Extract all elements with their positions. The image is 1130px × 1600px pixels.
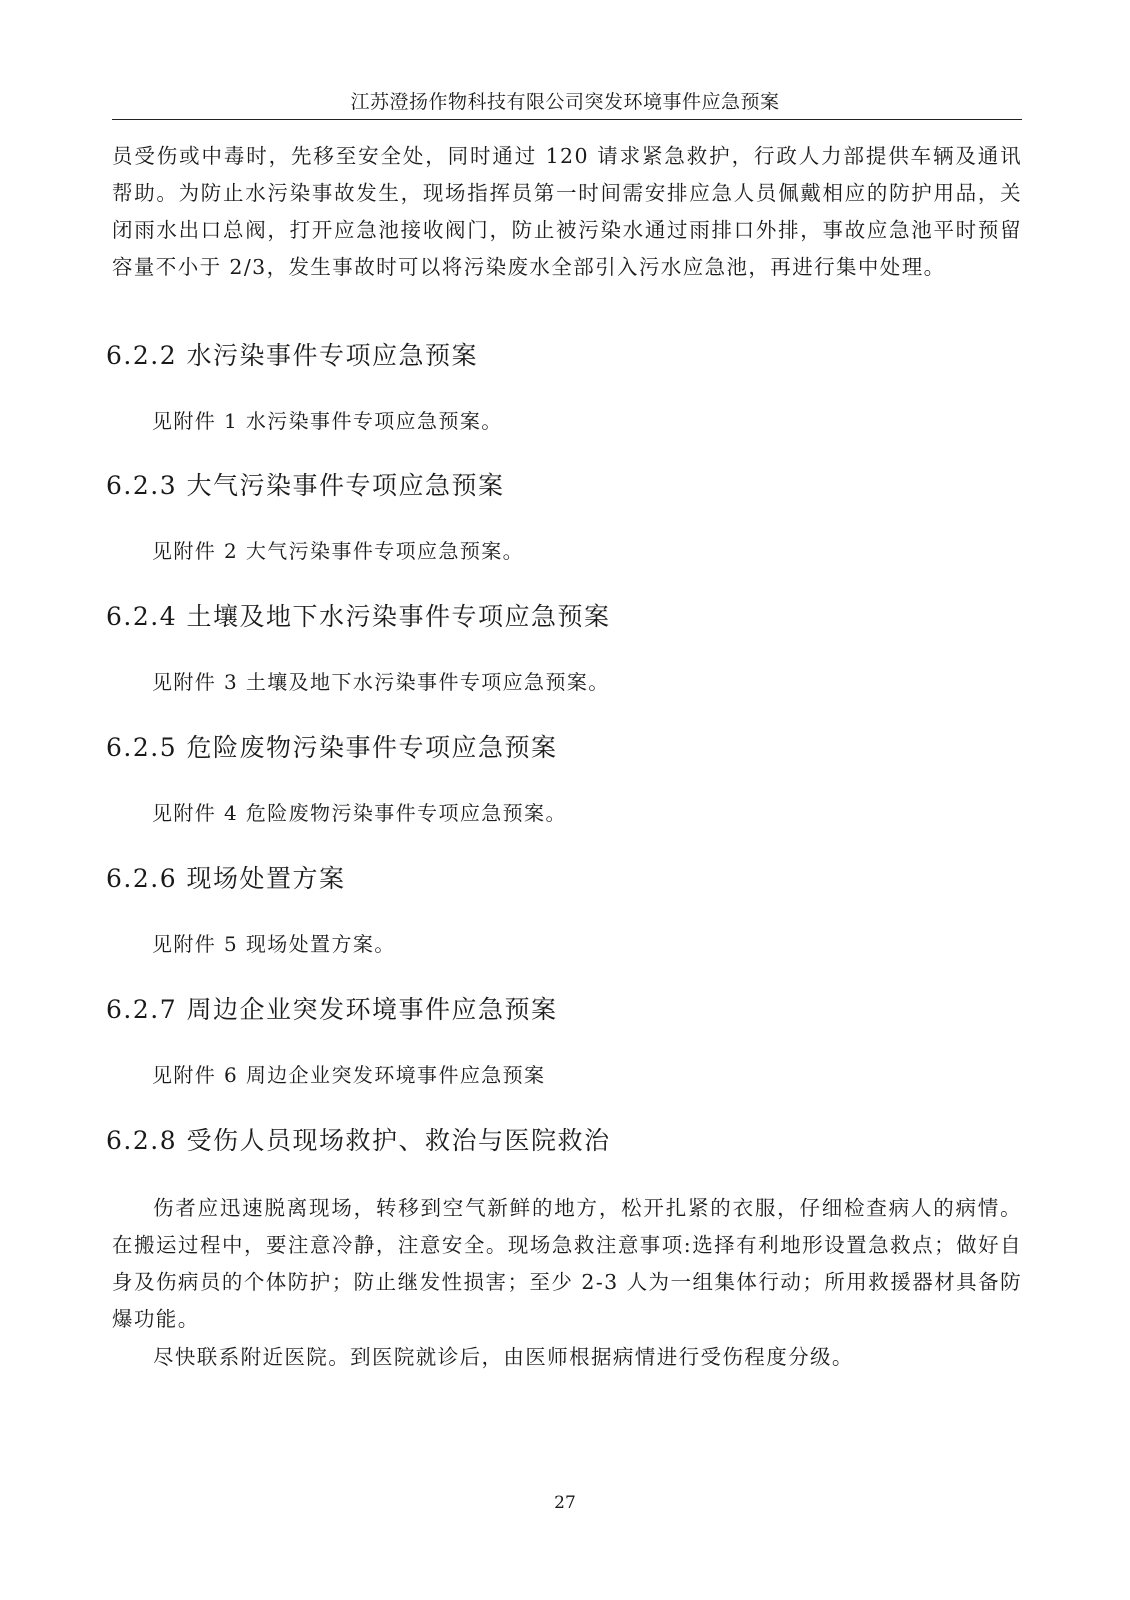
section-body-6-2-7: 见附件 6 周边企业突发环境事件应急预案 — [152, 1063, 546, 1087]
section-body-6-2-4: 见附件 3 土壤及地下水污染事件专项应急预案。 — [152, 670, 610, 694]
section-body-6-2-3: 见附件 2 大气污染事件专项应急预案。 — [152, 539, 525, 563]
intro-paragraph: 员受伤或中毒时，先移至安全处，同时通过 120 请求紧急救护，行政人力部提供车辆及通讯帮助。为防止水污染事故发生，现场指挥员第一时间需安排应急人员佩戴相应的防护用品，关闭雨水出口总阀，打开应急池接收阀门，防止被污染水通过雨排口外排，事故应急池平时预留容量不小于 2/3，发生事故时可以将污染废水全部引入污水应急池，再进行集中处理。 — [112, 144, 1022, 279]
section-heading-6-2-6: 6.2.6 现场处置方案 — [106, 864, 346, 893]
section-heading-6-2-2: 6.2.2 水污染事件专项应急预案 — [106, 341, 479, 370]
page-number: 27 — [554, 1493, 576, 1513]
section-body-6-2-5: 见附件 4 危险废物污染事件专项应急预案。 — [152, 801, 567, 825]
section-heading-6-2-4: 6.2.4 土壤及地下水污染事件专项应急预案 — [106, 602, 611, 631]
section-heading-6-2-8: 6.2.8 受伤人员现场救护、救治与医院救治 — [106, 1126, 611, 1155]
document-header-title: 江苏澄扬作物科技有限公司突发环境事件应急预案 — [350, 91, 780, 113]
section-body-6-2-2: 见附件 1 水污染事件专项应急预案。 — [152, 409, 503, 433]
section-heading-6-2-3: 6.2.3 大气污染事件专项应急预案 — [106, 471, 505, 500]
header-divider — [112, 119, 1022, 120]
rescue-paragraph: 伤者应迅速脱离现场，转移到空气新鲜的地方，松开扎紧的衣服，仔细检查病人的病情。在搬运过程中，要注意冷静，注意安全。现场急救注意事项:选择有利地形设置急救点；做好自身及伤病员的个体防护；防止继发性损害；至少 2-3 人为一组集体行动；所用救援器材具备防爆功能。 — [112, 1196, 1022, 1331]
hospital-paragraph: 尽快联系附近医院。到医院就诊后，由医师根据病情进行受伤程度分级。 — [153, 1345, 854, 1369]
section-body-6-2-6: 见附件 5 现场处置方案。 — [152, 932, 396, 956]
section-heading-6-2-5: 6.2.5 危险废物污染事件专项应急预案 — [106, 733, 558, 762]
section-heading-6-2-7: 6.2.7 周边企业突发环境事件应急预案 — [106, 995, 558, 1024]
